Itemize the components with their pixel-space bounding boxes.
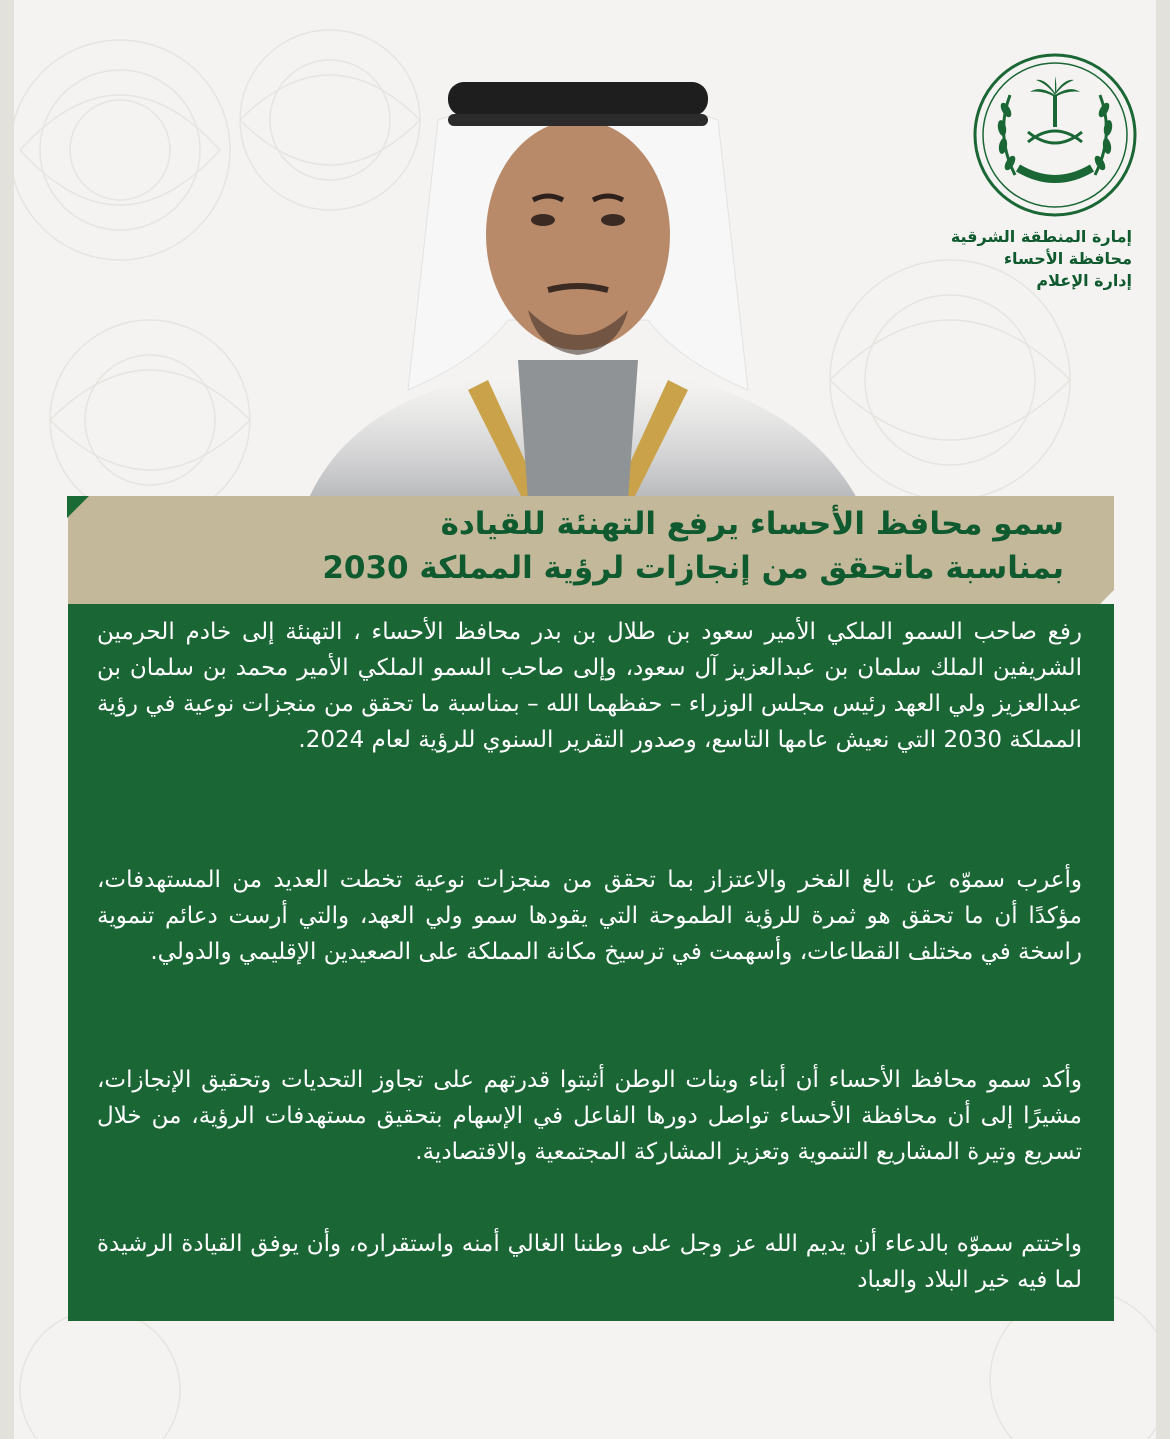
issuer-block bbox=[952, 226, 1132, 292]
paragraph-1: رفع صاحب السمو الملكي الأمير سعود بن طلال بن بدر محافظ الأحساء ، التهنئة إلى خادم الحرمين الشريفين الملك سلمان بن عبدالعزيز آل سعود، وإلى صاحب السمو الملكي الأمير محمد بن سلمان بن عبدالعزيز ولي العهد رئيس مجلس الوزراء – حفظهما الله – بمناسبة ما تحقق من منجزات نوعية في رؤية المملكة 2030 التي نعيش عامها التاسع، وصدور التقرير السنوي للرؤية لعام 2024. bbox=[97, 619, 1082, 753]
headline-line-2: بمناسبة ماتحقق من إنجازات لرؤية المملكة 2030 bbox=[322, 550, 1064, 586]
issuer-line-department: إدارة الإعلام bbox=[1036, 271, 1132, 290]
headline-corner-cut bbox=[1100, 590, 1114, 604]
right-border bbox=[1156, 0, 1170, 1439]
paragraph-3: وأكد سمو محافظ الأحساء أن أبناء وبنات الوطن أثبتوا قدرتهم على تجاوز التحديات وتحقيق الإنجازات، مشيرًا إلى أن محافظة الأحساء تواصل دورها الفاعل في الإسهام بتحقيق مستهدفات الرؤية، من خلال تسريع وتيرة المشاريع التنموية وتعزيز المشاركة المجتمعية والاقتصادية. bbox=[97, 1067, 1082, 1165]
paragraph-4: واختتم سموّه بالدعاء أن يديم الله عز وجل على وطننا الغالي أمنه واستقراره، وأن يوفق القيادة الرشيدة لما فيه خير البلاد والعباد bbox=[97, 1231, 1082, 1293]
issuer-line-region: إمارة المنطقة الشرقية bbox=[950, 227, 1132, 246]
article-body bbox=[68, 604, 1114, 1321]
issuer-line-governorate: محافظة الأحساء bbox=[1003, 249, 1132, 268]
paragraph-2: وأعرب سموّه عن بالغ الفخر والاعتزاز بما تحقق من منجزات نوعية تخطت العديد من المستهدفات، مؤكدًا أن ما تحقق هو ثمرة للرؤية الطموحة التي يقودها سمو ولي العهد، والتي أرست دعائم تنموية راسخة في مختلف القطاعات، وأسهمت في ترسيخ مكانة المملكة على الصعيدين الإقليمي والدولي. bbox=[97, 867, 1082, 965]
headline-corner-accent bbox=[67, 496, 89, 518]
left-border bbox=[0, 0, 14, 1439]
saudi-emblem-icon bbox=[970, 50, 1140, 220]
official-portrait bbox=[268, 60, 888, 500]
headline-banner bbox=[68, 496, 1114, 604]
headline-line-1: سمو محافظ الأحساء يرفع التهنئة للقيادة bbox=[440, 506, 1064, 542]
